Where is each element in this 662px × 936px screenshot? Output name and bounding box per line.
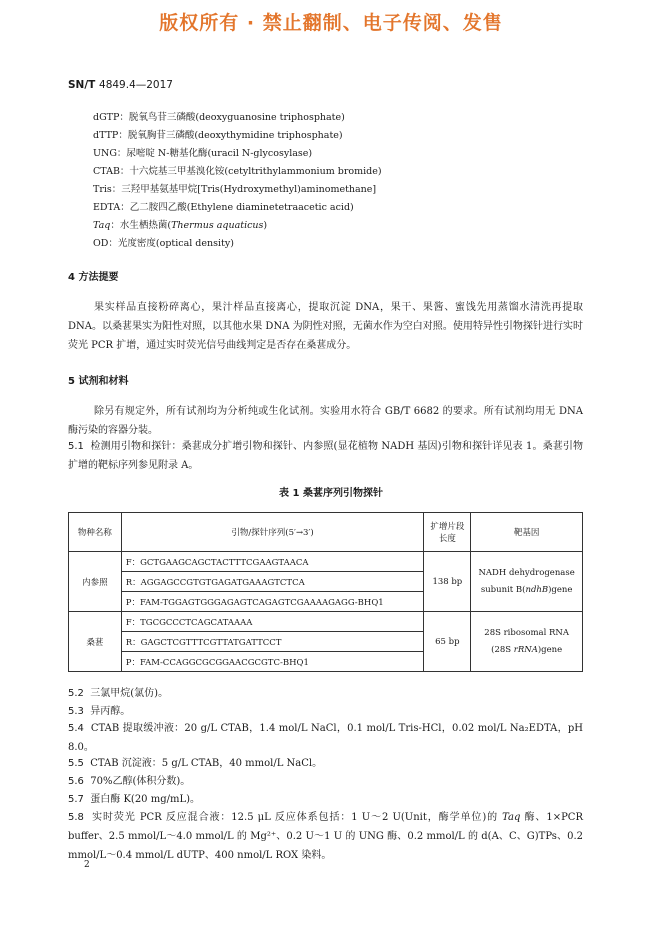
taq-term: Taq [502,812,521,823]
gene-italic: ndhB [525,584,549,595]
item-5-5 [68,754,583,773]
header-length: 扩增片段长度 [424,513,471,552]
abbr-dttp: dTTP：脱氧胸苷三磷酸(deoxythymidine triphosphate) [93,130,343,141]
item-5-1 [68,437,583,475]
header-species: 物种名称 [69,513,122,552]
item-text: 异丙醇。 [90,706,131,717]
standard-prefix: SN/T [68,79,96,91]
cell-sequence: P：FAM-CCAGGCGCGGAACGCGTC-BHQ1 [121,652,424,672]
item-5-8 [68,808,583,865]
abbr-taq [93,217,267,231]
taq-def: ：水生栖热菌( [110,220,172,231]
item-text: 检测用引物和探针：桑葚成分扩增引物和探针、内参照(显花植物 NADH 基因)引物和探针详见表 1。桑葚引物扩增的靶标序列参见附录 A。 [68,441,584,471]
standard-number [68,79,173,91]
abbr-tris: Tris：三羟甲基氨基甲烷[Tris(Hydroxymethyl)aminomethane] [93,184,377,195]
item-number: 5.7 [68,794,84,805]
item-5-6 [68,772,583,791]
gene-pre: (28S [491,644,514,655]
item-text: 70%乙醇(体积分数)。 [90,776,191,787]
gene-name: 28S ribosomal RNA [484,627,569,638]
table-row [69,552,583,572]
taq-term: Taq [93,220,111,231]
item-text: 实时荧光 PCR 反应混合液：12.5 μL 反应体系包括：1 U～2 U(Unit，酶学单位)的 [92,812,503,823]
cell-gene [471,612,583,672]
header-sequence: 引物/探针序列(5′→3′) [121,513,424,552]
item-text: CTAB 沉淀液：5 g/L CTAB，40 mmol/L NaCl。 [90,758,323,769]
table-row [69,612,583,632]
gene-tail: )gene [537,644,563,655]
item-number: 5.5 [68,758,84,769]
cell-length: 138 bp [424,552,471,612]
item-number: 5.6 [68,776,84,787]
item-number: 5.2 [68,688,84,699]
cell-species: 内参照 [69,552,122,612]
header-gene: 靶基因 [471,513,583,552]
abbr-edta: EDTA：乙二胺四乙酸(Ethylene diaminetetraacetic acid) [93,202,354,213]
standard-code: 4849.4—2017 [99,79,173,91]
section-5-heading: 5 试剂和材料 [68,376,129,387]
section-4-text: 果实样品直接粉碎离心，果汁样品直接离心，提取沉淀 DNA，果干、果酱、蜜饯先用蒸馏水清洗再提取 DNA。以桑葚果实为阳性对照，以其他水果 DNA 为阴性对照，无菌水作为空白对照。使用特异性引物探针进行实时荧光 PCR 扩增，通过实时荧光信号曲线判定是否存在桑葚成分。 [68,302,583,351]
item-text-rest: 酶、1×PCR buffer、2.5 mmol/L～4.0 mmol/L 的 Mg²⁺、0.2 U～1 U 的 UNG 酶、0.2 mmol/L 的 d(A、C、G)TPs、0.2 mmol/L～0.4 mmol/L dUTP、400 nmol/L ROX 染料。 [68,812,583,861]
abbr-ung: UNG：尿嘧啶 N-糖基化酶(uracil N-glycosylase) [93,148,313,159]
cell-length: 65 bp [424,612,471,672]
item-text: CTAB 提取缓冲液：20 g/L CTAB，1.4 mol/L NaCl，0.1 mol/L Tris-HCl，0.02 mol/L Na₂EDTA，pH 8.0。 [68,723,584,753]
section-5-intro: 除另有规定外，所有试剂均为分析纯或生化试剂。实验用水符合 GB/T 6682 的要求。所有试剂均用无 DNA 酶污染的容器分装。 [68,406,583,436]
cell-sequence: P：FAM-TGGAGTGGGAGAGTCAGAGTCGAAAAGAGG-BHQ1 [121,592,424,612]
gene-name: NADH dehydrogenase subunit B( [478,567,575,595]
item-text: 蛋白酶 K(20 mg/mL)。 [90,794,200,805]
primer-probe-table [68,512,583,672]
page-number: 2 [84,860,90,870]
abbr-ctab: CTAB：十六烷基三甲基溴化铵(cetyltrithylammonium bromide) [93,166,382,177]
cell-gene [471,552,583,612]
item-number: 5.8 [68,812,84,823]
table-caption: 表 1 桑葚序列引物探针 [279,488,383,499]
table-header-row [69,513,583,552]
cell-sequence: R：AGGAGCCGTGTGAGATGAAAGTCTCA [121,572,424,592]
taq-latin: Thermus aquaticus [171,220,264,231]
item-number: 5.4 [68,723,84,734]
item-5-2 [68,684,583,703]
cell-species: 桑葚 [69,612,122,672]
gene-italic: rRNA [513,644,538,655]
cell-sequence: R：GAGCTCGTTTCGTTATGATTCCT [121,632,424,652]
item-number: 5.3 [68,706,84,717]
abbr-dgtp: dGTP：脱氧鸟苷三磷酸(deoxyguanosine triphosphate) [93,112,345,123]
item-text: 三氯甲烷(氯仿)。 [90,688,169,699]
item-number: 5.1 [68,441,84,452]
item-5-7 [68,790,583,809]
abbr-od: OD：光度密度(optical density) [93,238,234,249]
watermark: 版权所有 · 禁止翻制、电子传阅、发售 [159,12,503,34]
section-4-heading: 4 方法提要 [68,272,119,283]
gene-tail: )gene [548,584,573,595]
cell-sequence: F：GCTGAAGCAGCTACTTTCGAAGTAACA [121,552,424,572]
taq-end: ) [263,220,268,231]
cell-sequence: F：TGCGCCCTCAGCATAAAA [121,612,424,632]
item-5-4 [68,719,583,757]
